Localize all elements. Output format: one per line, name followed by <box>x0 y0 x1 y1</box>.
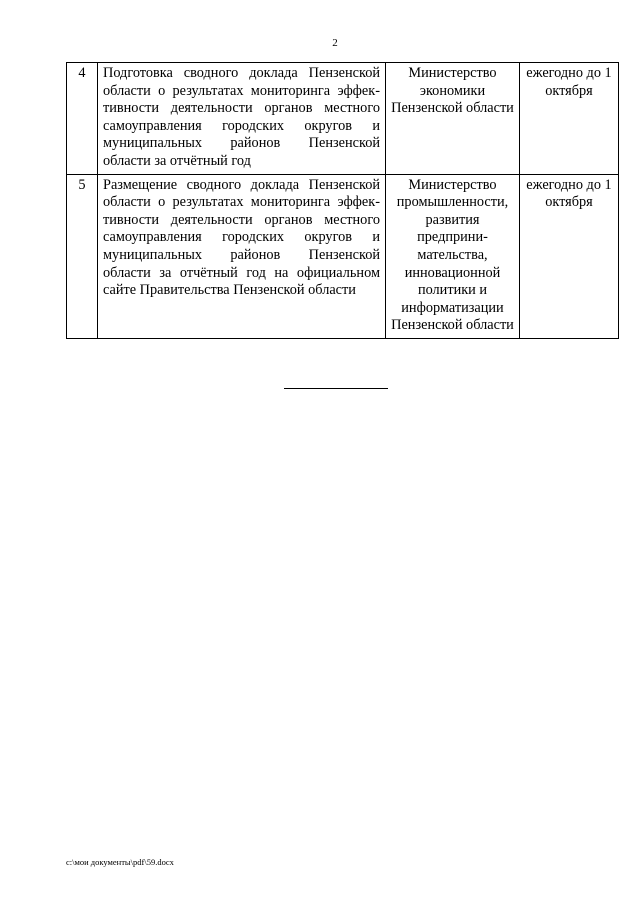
responsible-executor: Министерство промышленности, развития предпринимательства, инновационной политики и информатизации Пензенской области <box>386 174 520 338</box>
end-divider-line <box>284 388 388 389</box>
responsible-executor: Министерство экономики Пензенской области <box>386 63 520 175</box>
row-number: 5 <box>67 174 98 338</box>
plan-table <box>66 62 619 339</box>
footer-file-path: c:\мои документы\pdf\59.docx <box>66 857 174 867</box>
deadline: ежегодно до 1 октября <box>520 63 619 175</box>
deadline: ежегодно до 1 октября <box>520 174 619 338</box>
table-row <box>67 174 619 338</box>
row-number: 4 <box>67 63 98 175</box>
table-row <box>67 63 619 175</box>
event-description: Размещение сводного доклада Пензенской области о результатах мониторинга эффективности деятельности органов местного самоуправления городских округов и муниципальных районов Пензенской области за отчётный год на официальном сайте Правительства Пензенской области <box>98 174 386 338</box>
event-description: Подготовка сводного доклада Пензенской области о результатах мониторинга эффективности деятельности органов местного самоуправления городских округов и муниципальных районов Пензенской области за отчётный год <box>98 63 386 175</box>
page-number: 2 <box>332 37 338 49</box>
